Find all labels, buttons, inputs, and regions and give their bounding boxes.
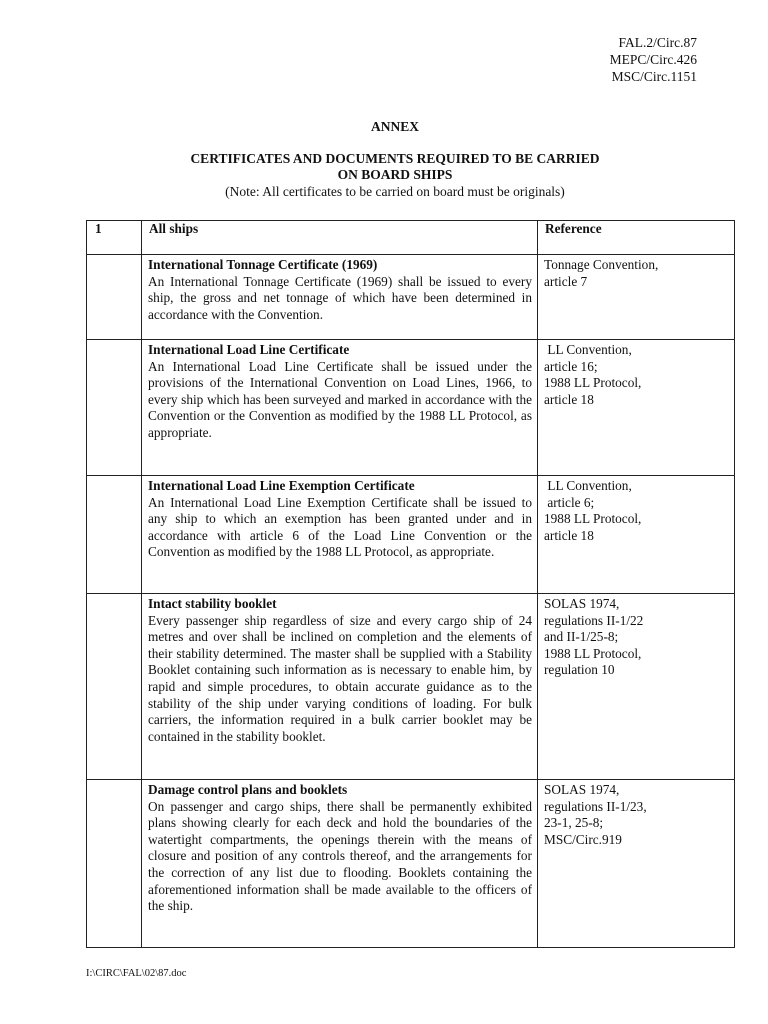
description-cell	[142, 594, 538, 780]
certificate-description: Every passenger ship regardless of size and every cargo ship of 24 metres and over shall be inclined on completion and the elements of their stability determined. The master shall be supplied with a Stability Booklet containing such information as is necessary to enable him, by rapid and simple procedures, to obtain accurate guidance as to the stability of the ship under varying conditions of loading. For bulk carriers, the information required in a bulk carrier booklet may be contained in the stability booklet.	[148, 612, 532, 744]
reference-line: LL Convention,	[544, 478, 632, 493]
file-path-footer: I:\CIRC\FAL\02\87.doc	[86, 968, 187, 979]
reference-line: article 7	[544, 273, 588, 289]
certificates-table	[86, 220, 735, 948]
table-row	[87, 594, 735, 780]
description-cell	[142, 340, 538, 476]
header-category: All ships	[142, 221, 538, 255]
description-cell	[142, 476, 538, 594]
number-cell	[87, 340, 142, 476]
certificate-description: An International Tonnage Certificate (1969) shall be issued to every ship, the gross and net tonnage of which have been determined in accordance with the Convention.	[148, 273, 532, 322]
certificate-title: International Load Line Certificate	[148, 342, 350, 357]
originals-note: (Note: All certificates to be carried on board must be originals)	[225, 184, 565, 199]
reference-line: MSC/Circ.919	[544, 831, 622, 847]
number-cell	[87, 780, 142, 948]
reference-line: article 18	[544, 391, 594, 407]
certificate-title: Intact stability booklet	[148, 596, 277, 611]
certificate-description: An International Load Line Certificate shall be issued under the provisions of the International Convention on Load Lines, 1966, to every ship which has been surveyed and marked in accordance with the Convention or the Convention as modified by the 1988 LL Protocol, as appropriate.	[148, 358, 532, 440]
reference-line: regulation 10	[544, 662, 615, 678]
reference-line: LL Convention,	[544, 342, 632, 357]
certificate-title: International Tonnage Certificate (1969)	[148, 257, 378, 272]
annex-label: ANNEX	[370, 119, 419, 134]
reference-cell	[538, 476, 735, 594]
table-row	[87, 340, 735, 476]
reference-line: article 16;	[544, 358, 598, 374]
reference-fal: FAL.2/Circ.87	[618, 35, 697, 50]
reference-cell	[538, 780, 735, 948]
document-title	[0, 151, 768, 183]
reference-line: 1988 LL Protocol,	[544, 645, 642, 661]
title-line-2: ON BOARD SHIPS	[337, 167, 453, 182]
description-cell	[142, 255, 538, 340]
reference-line: Tonnage Convention,	[544, 257, 659, 272]
title-line-1: CERTIFICATES AND DOCUMENTS REQUIRED TO BE CARRIED	[190, 151, 600, 166]
certificate-description: An International Load Line Exemption Certificate shall be issued to any ship to which an exemption has been granted under and in accordance with article 6 of the Load Line Convention or the Convention as modified by the 1988 LL Protocol, as appropriate.	[148, 494, 532, 560]
reference-cell	[538, 255, 735, 340]
number-cell	[87, 255, 142, 340]
reference-line: article 6;	[544, 494, 595, 510]
number-cell	[87, 594, 142, 780]
reference-line: 1988 LL Protocol,	[544, 511, 642, 527]
table-header-row	[87, 221, 735, 255]
reference-cell	[538, 594, 735, 780]
reference-line: regulations II-1/22	[544, 612, 644, 628]
reference-line: 23-1, 25-8;	[544, 815, 604, 831]
certificate-description: On passenger and cargo ships, there shall be permanently exhibited plans showing clearly for each deck and hold the boundaries of the watertight compartments, the openings therein with the means of closure and position of any controls thereof, and the arrangements for the correction of any list due to flooding. Booklets containing the aforementioned information shall be made available to the officers of the ship.	[148, 798, 532, 914]
reference-msc: MSC/Circ.1151	[611, 69, 697, 84]
reference-cell	[538, 340, 735, 476]
header-reference: Reference	[538, 221, 735, 255]
number-cell	[87, 476, 142, 594]
description-cell	[142, 780, 538, 948]
table-row	[87, 255, 735, 340]
certificate-title: Damage control plans and booklets	[148, 782, 348, 797]
reference-line: SOLAS 1974,	[544, 596, 620, 611]
reference-line: article 18	[544, 527, 594, 543]
reference-line: and II-1/25-8;	[544, 629, 619, 645]
reference-line: SOLAS 1974,	[544, 782, 620, 797]
document-reference-header	[610, 34, 697, 85]
table-row	[87, 476, 735, 594]
table-row	[87, 780, 735, 948]
certificate-title: International Load Line Exemption Certificate	[148, 478, 415, 493]
header-section-number: 1	[87, 221, 142, 255]
reference-mepc: MEPC/Circ.426	[609, 52, 697, 67]
reference-line: 1988 LL Protocol,	[544, 375, 642, 391]
reference-line: regulations II-1/23,	[544, 798, 647, 814]
